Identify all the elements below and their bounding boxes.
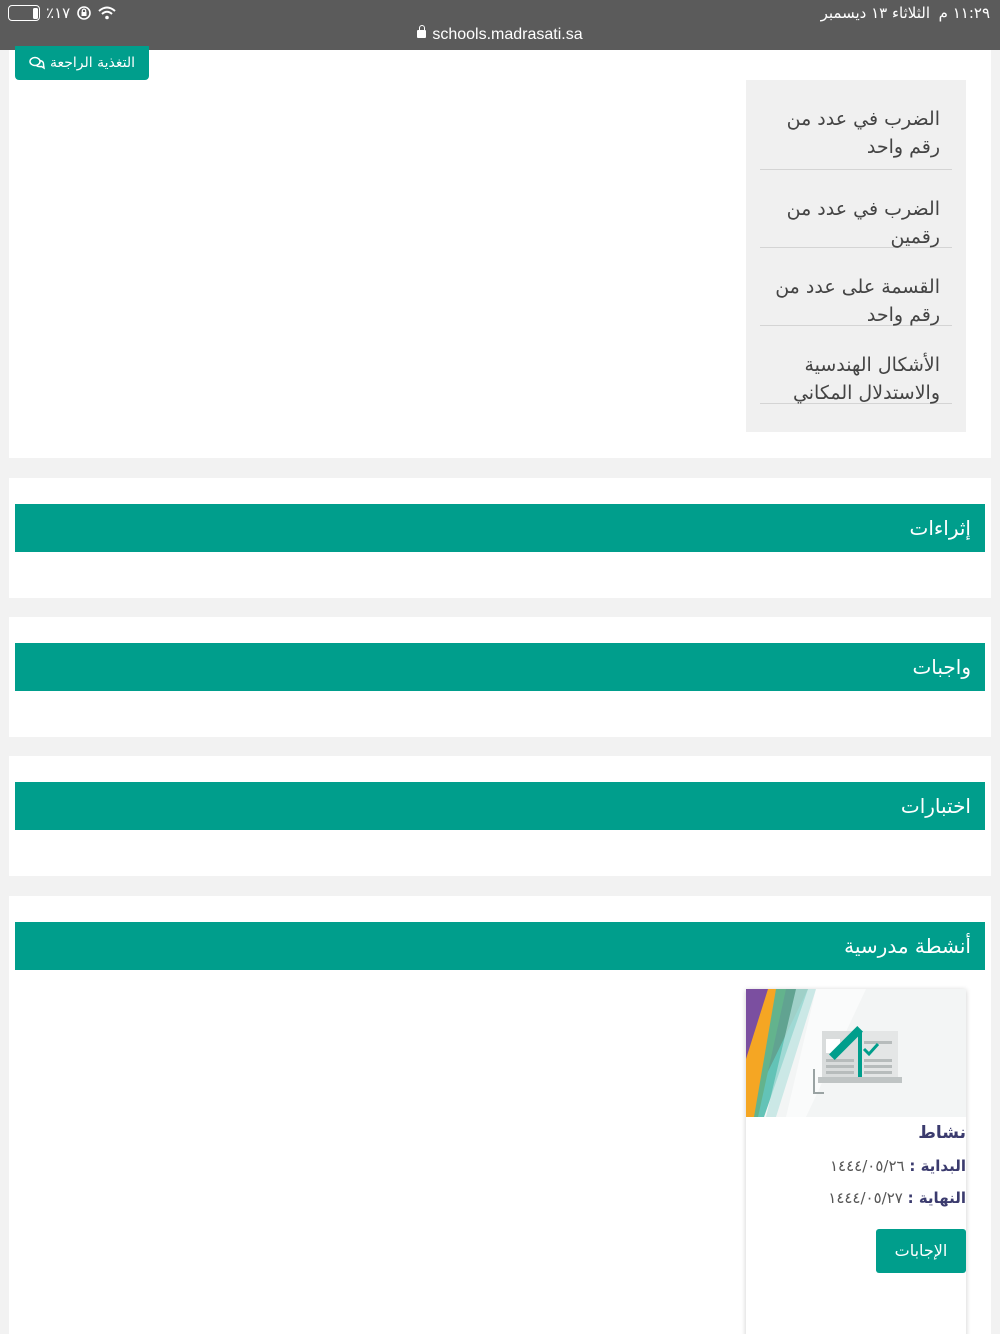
status-bar-left [8,4,116,22]
orientation-lock-icon [76,5,92,21]
url-text: schools.madrasati.sa [432,26,583,43]
lesson-list [746,80,966,432]
battery-percent: ٪١٧ [46,4,71,22]
activity-title: نشاط [918,1123,966,1143]
activity-end [746,1189,966,1207]
lesson-item[interactable]: الضرب في عدد من رقمين [760,170,952,248]
status-date: الثلاثاء ١٣ ديسمبر [820,4,930,22]
feedback-label: التغذية الراجعة [49,55,136,71]
enrichment-section [9,478,991,598]
lessons-card [9,50,991,458]
activity-card[interactable] [746,989,966,1334]
status-time: ١١:٢٩ م [938,4,990,22]
chat-bubbles-icon [29,56,45,70]
feedback-button[interactable] [15,46,149,80]
lesson-item[interactable]: الضرب في عدد من رقم واحد [760,80,952,170]
tests-header[interactable]: اختبارات [15,782,985,830]
activity-image [746,989,966,1117]
address-bar[interactable] [0,26,1000,44]
battery-icon [8,5,40,21]
answers-button[interactable]: الإجابات [876,1229,966,1273]
end-date: ١٤٤٤/٠٥/٢٧ [828,1189,903,1207]
lesson-item[interactable]: الأشكال الهندسية والاستدلال المكاني [760,326,952,404]
start-date: ١٤٤٤/٠٥/٢٦ [830,1157,905,1175]
homework-header[interactable]: واجبات [15,643,985,691]
battery-level [33,8,38,19]
enrichment-header[interactable]: إثراءات [15,504,985,552]
school-activities-section [9,896,991,1334]
end-label: النهاية : [907,1189,966,1207]
wifi-icon [98,6,116,20]
status-bar [0,0,1000,50]
lock-icon [417,30,426,38]
activity-start [746,1157,966,1175]
homework-section [9,617,991,737]
school-activities-header[interactable]: أنشطة مدرسية [15,922,985,970]
lesson-item[interactable]: القسمة على عدد من رقم واحد [760,248,952,326]
start-label: البداية : [909,1157,966,1175]
tests-section [9,756,991,876]
activity-illustration [746,989,966,1117]
